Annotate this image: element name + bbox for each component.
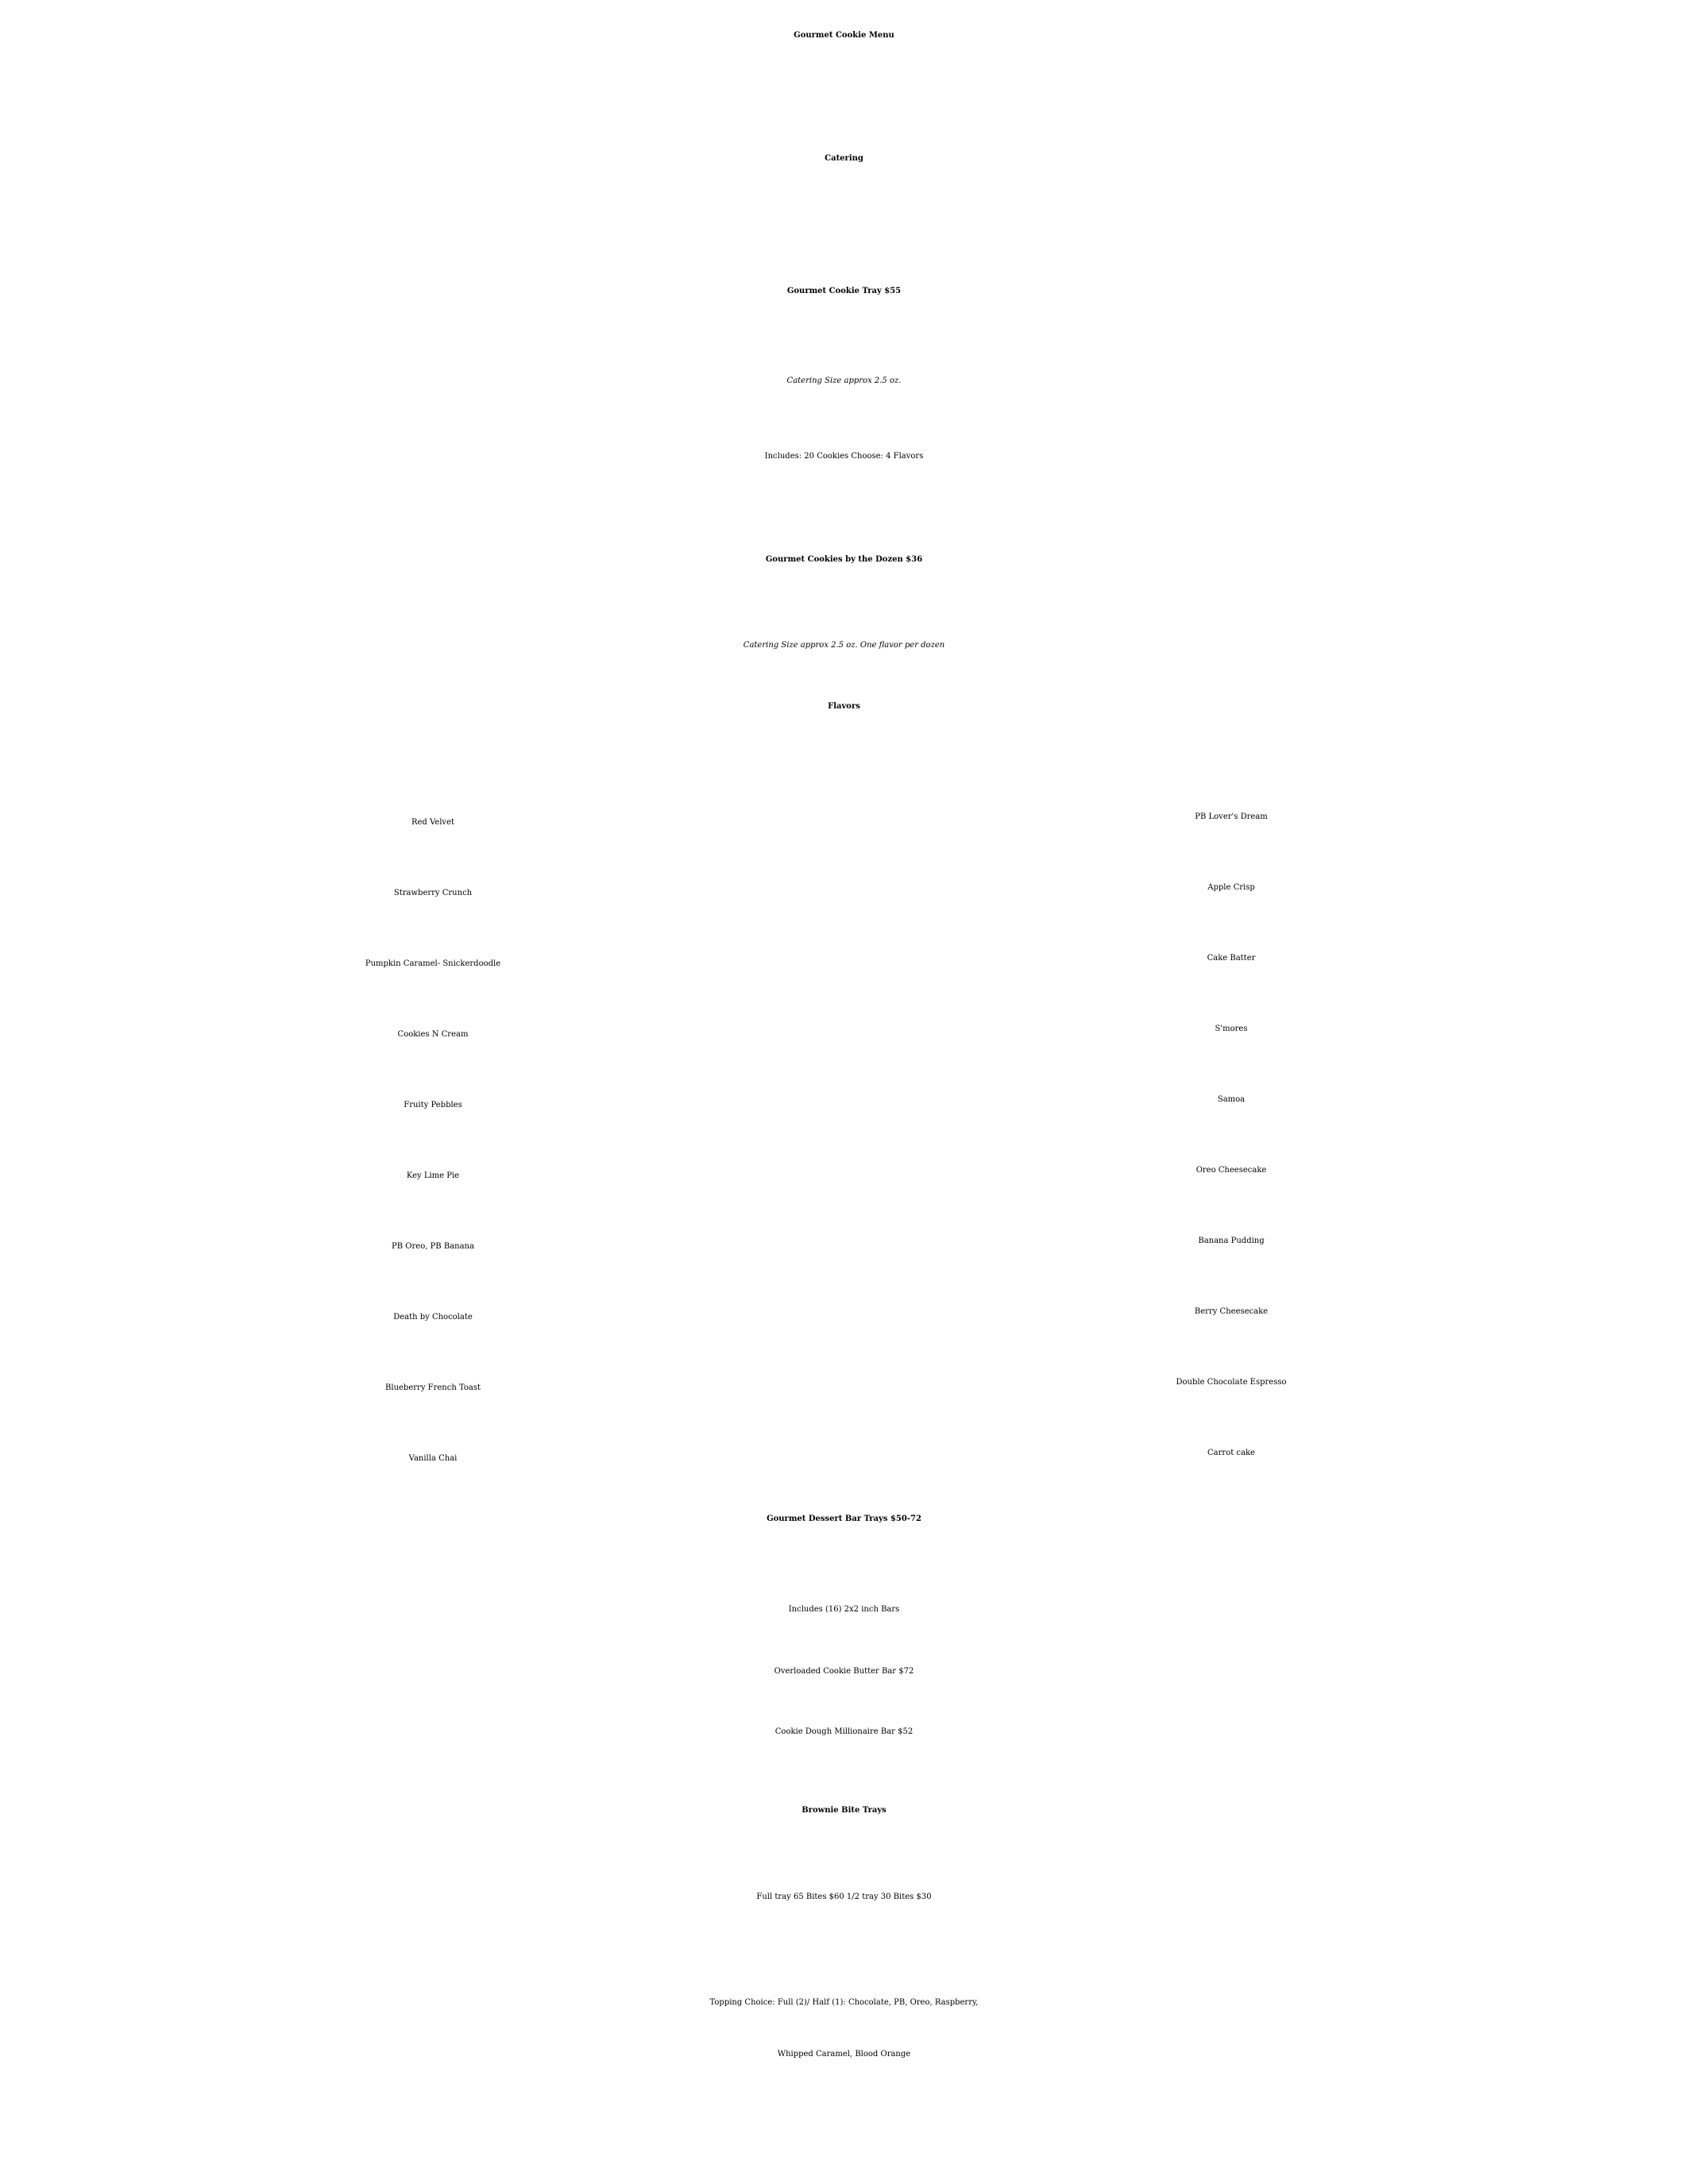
dessert-bar-line: Cookie Dough Millionaire Bar $52: [774, 1727, 914, 1736]
flavor-item: Double Chocolate Espresso: [1176, 1378, 1287, 1387]
flavor-item: Apple Crisp: [1207, 883, 1255, 892]
flavor-item: Cookies N Cream: [397, 1030, 469, 1039]
flavor-item: Vanilla Chai: [408, 1454, 458, 1463]
flavor-item: Death by Chocolate: [393, 1313, 473, 1322]
flavor-item: PB Oreo, PB Banana: [392, 1242, 474, 1251]
flavor-item: Red Velvet: [411, 818, 455, 827]
flavor-item: Banana Pudding: [1198, 1237, 1265, 1245]
flavor-item: Key Lime Pie: [406, 1171, 460, 1180]
flavor-item: Carrot cake: [1207, 1449, 1255, 1457]
flavor-item: Oreo Cheesecake: [1196, 1166, 1267, 1175]
dessert-bar-heading: Gourmet Dessert Bar Trays $50-72: [767, 1515, 921, 1523]
cookies-dozen-size-note: Catering Size approx 2.5 oz. One flavor per dozen: [743, 641, 945, 650]
cookie-tray-includes: Includes: 20 Cookies Choose: 4 Flavors: [764, 452, 924, 461]
cookie-tray-size-note: Catering Size approx 2.5 oz.: [786, 376, 902, 385]
flavor-item: Strawberry Crunch: [393, 889, 473, 897]
flavor-item: Fruity Pebbles: [404, 1101, 462, 1109]
menu-title: Gourmet Cookie Menu: [794, 31, 894, 40]
flavor-item: PB Lover's Dream: [1195, 812, 1268, 821]
topping-choice-line: Topping Choice: Full (2)/ Half (1): Chocolate, PB, Oreo, Raspberry,: [709, 1998, 979, 2007]
flavor-item: Berry Cheesecake: [1194, 1307, 1269, 1316]
flavor-item: Blueberry French Toast: [385, 1383, 481, 1392]
flavor-item: Pumpkin Caramel- Snickerdoodle: [365, 959, 501, 968]
dessert-bar-line: Overloaded Cookie Butter Bar $72: [774, 1667, 914, 1676]
brownie-bite-pricing: Full tray 65 Bites $60 1/2 tray 30 Bites $30: [756, 1893, 932, 1901]
flavors-right-column: [810, 789, 1652, 1495]
menu-subtitle: Catering: [825, 154, 863, 163]
cookie-tray-heading: Gourmet Cookie Tray $55: [786, 287, 902, 295]
flavors-left-column: [12, 794, 854, 1501]
flavor-item: S'mores: [1215, 1024, 1248, 1033]
flavor-item: Samoa: [1217, 1095, 1246, 1104]
cookies-dozen-heading: Gourmet Cookies by the Dozen $36: [765, 555, 923, 564]
flavors-heading: Flavors: [828, 702, 860, 711]
dessert-bar-line: Includes (16) 2x2 inch Bars: [788, 1605, 900, 1614]
brownie-bite-heading: Brownie Bite Trays: [802, 1806, 886, 1815]
flavor-item: Cake Batter: [1207, 954, 1256, 963]
topping-choice-line: Whipped Caramel, Blood Orange: [777, 2050, 911, 2059]
